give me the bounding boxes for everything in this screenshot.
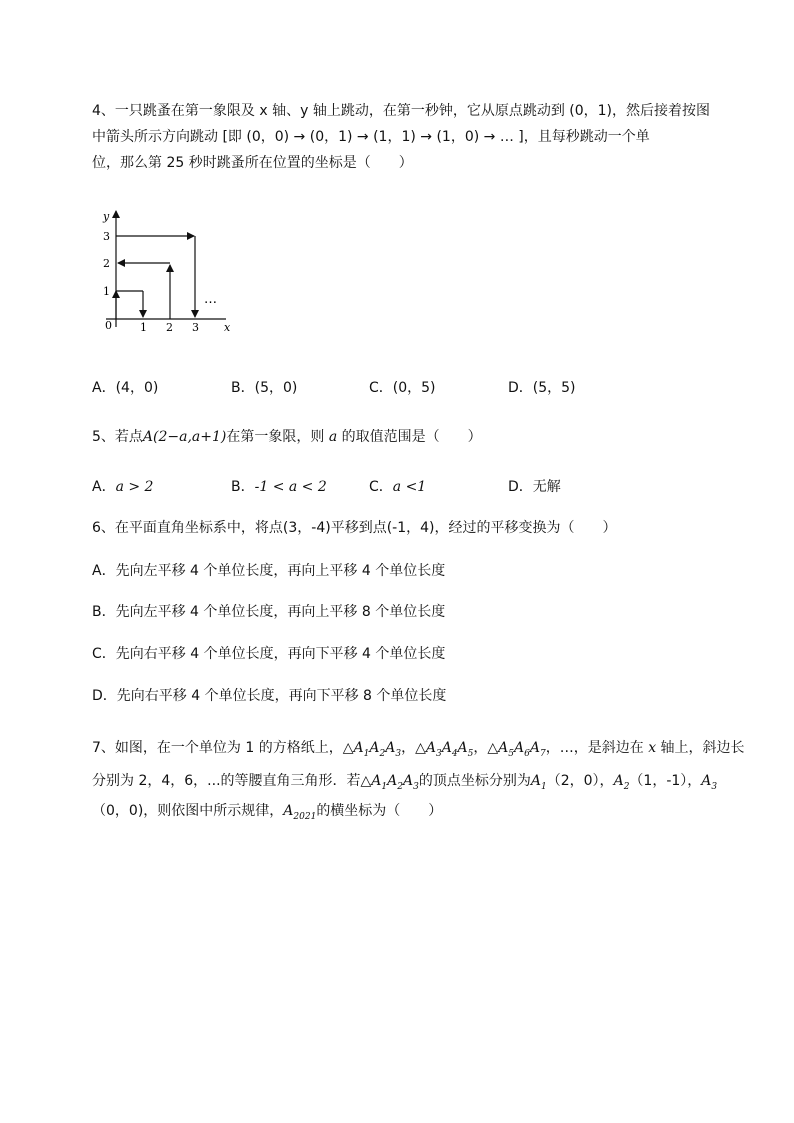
q4-option-d: D．(5，5) <box>508 380 576 396</box>
q5-stem <box>92 426 482 446</box>
q6-option-c: C．先向右平移 4 个单位长度，再向下平移 4 个单位长度 <box>92 646 446 662</box>
q6-option-b: B．先向左平移 4 个单位长度，再向上平移 8 个单位长度 <box>92 604 446 620</box>
x-axis-label: x <box>224 321 231 334</box>
q5-suffix: 的取值范围是（ ） <box>337 429 482 445</box>
q4-option-b: B．(5，0) <box>231 380 298 396</box>
q7-stem-line1: 7、如图，在一个单位为 1 的方格纸上，$\triangle A_1A_2A_3$，$\triangle A_3A_4A_5$，$\triangle A_5A_6A_7$，…，是斜边在 x 轴上，斜边长 <box>92 740 745 759</box>
x-tick-label: 3 <box>192 321 199 334</box>
y-tick-label: 3 <box>103 230 110 243</box>
q5-option-c: C．a <1 <box>369 479 427 495</box>
x-tick-label: 2 <box>166 321 173 334</box>
q6-option-a: A．先向左平移 4 个单位长度，再向上平移 4 个单位长度 <box>92 563 446 579</box>
triangle-sequence-2: $\triangle A_3A_4A_5$ <box>415 740 474 759</box>
triangle-sequence-3: $\triangle A_5A_6A_7$ <box>487 740 546 759</box>
q4-option-c: C．(0，5) <box>369 380 436 396</box>
q4-stem-line1: 4、一只跳蚤在第一象限及 x 轴、y 轴上跳动，在第一秒钟，它从原点跳动到 (0，1)，然后接着按图 <box>92 103 711 119</box>
y-tick-label: 1 <box>103 285 110 298</box>
q6-stem: 6、在平面直角坐标系中，将点(3，-4)平移到点(-1，4)，经过的平移变换为（ ） <box>92 520 617 536</box>
q5-prefix: 5、若点 <box>92 429 143 445</box>
q5-option-a: A．a > 2 <box>92 479 154 495</box>
triangle-a1a2a3: $\triangle A_1A_2A_3$ <box>360 773 419 792</box>
flea-jump-figure <box>98 205 248 340</box>
q5-option-d: D．无解 <box>508 479 561 495</box>
q4-stem-line2: 中箭头所示方向跳动 [即 (0，0) → (0，1) → (1，1) → (1，0) → … ]，且每秒跳动一个单 <box>92 129 650 145</box>
y-axis-label: y <box>103 210 110 223</box>
x-tick-label: 1 <box>140 321 147 334</box>
q7-stem-line3: （0，0)，则依图中所示规律，$A_{2021}$的横坐标为（ ） <box>92 803 443 822</box>
q4-stem-line3: 位，那么第 25 秒时跳蚤所在位置的坐标是（ ） <box>92 155 413 171</box>
q7-stem-line2: 分别为 2，4，6，...的等腰直角三角形．若$\triangle A_1A_2A_3$的顶点坐标分别为$A_1(2$，0），$A_2(1$，-1），$A_3$ <box>92 773 718 792</box>
continuation-ellipsis: … <box>204 292 217 307</box>
q4-option-a: A．(4，0) <box>92 380 159 396</box>
q5-point-expression: A(2−a,a+1) <box>142 429 227 445</box>
point-a2021: $A_{2021}$ <box>283 803 317 822</box>
q5-middle: 在第一象限，则 <box>226 429 329 445</box>
triangle-sequence-1: $\triangle A_1A_2A_3$ <box>342 740 402 759</box>
y-tick-label: 2 <box>103 257 110 270</box>
origin-label: 0 <box>105 319 112 332</box>
q6-option-d: D．先向右平移 4 个单位长度，再向下平移 8 个单位长度 <box>92 688 447 704</box>
q5-variable: a <box>328 429 338 445</box>
q5-option-b: B．-1 < a < 2 <box>231 479 327 495</box>
